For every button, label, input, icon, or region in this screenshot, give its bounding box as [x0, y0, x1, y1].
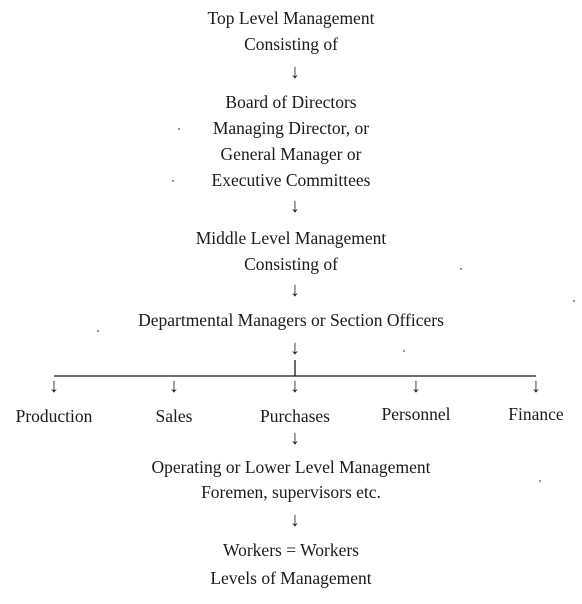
- board-line-3: General Manager or: [220, 144, 362, 164]
- scan-speck: [539, 480, 541, 482]
- down-arrow-icon: ↓: [290, 195, 300, 217]
- scan-speck: [573, 300, 575, 302]
- branch-arrow-icon: ↓: [169, 375, 179, 397]
- dept-purchases: Purchases: [260, 406, 330, 426]
- scan-speck: [97, 330, 99, 332]
- top-level-subtitle: Consisting of: [244, 34, 338, 54]
- branch-arrow-icon: ↓: [290, 375, 300, 397]
- scan-speck: [178, 128, 180, 130]
- branch-arrow-icon: ↓: [531, 375, 541, 397]
- branch-arrow-icon: ↓: [49, 375, 59, 397]
- branch-arrow-icon: ↓: [411, 375, 421, 397]
- scan-speck: [172, 180, 174, 182]
- down-arrow-icon: ↓: [290, 61, 300, 83]
- workers-label: Workers = Workers: [222, 540, 359, 560]
- board-line-2: Managing Director, or: [212, 118, 370, 138]
- scan-speck: [403, 350, 405, 352]
- dept-production: Production: [15, 406, 93, 426]
- down-arrow-icon: ↓: [290, 337, 300, 359]
- scan-speck: [460, 268, 462, 270]
- down-arrow-icon: ↓: [290, 509, 300, 531]
- departmental-managers: Departmental Managers or Section Officers: [138, 310, 444, 330]
- middle-level-subtitle: Consisting of: [244, 254, 338, 274]
- middle-level-title: Middle Level Management: [195, 228, 387, 248]
- dept-personnel: Personnel: [381, 404, 451, 424]
- board-line-1: Board of Directors: [225, 92, 357, 112]
- down-arrow-icon: ↓: [290, 279, 300, 301]
- dept-finance: Finance: [508, 404, 564, 424]
- figure-caption: Levels of Management: [210, 568, 372, 588]
- dept-sales: Sales: [155, 406, 193, 426]
- lower-level-title: Operating or Lower Level Management: [151, 457, 431, 477]
- down-arrow-icon: ↓: [290, 427, 300, 449]
- lower-level-subtitle: Foremen, supervisors etc.: [201, 482, 381, 502]
- top-level-title: Top Level Management: [207, 8, 375, 28]
- board-line-4: Executive Committees: [211, 170, 371, 190]
